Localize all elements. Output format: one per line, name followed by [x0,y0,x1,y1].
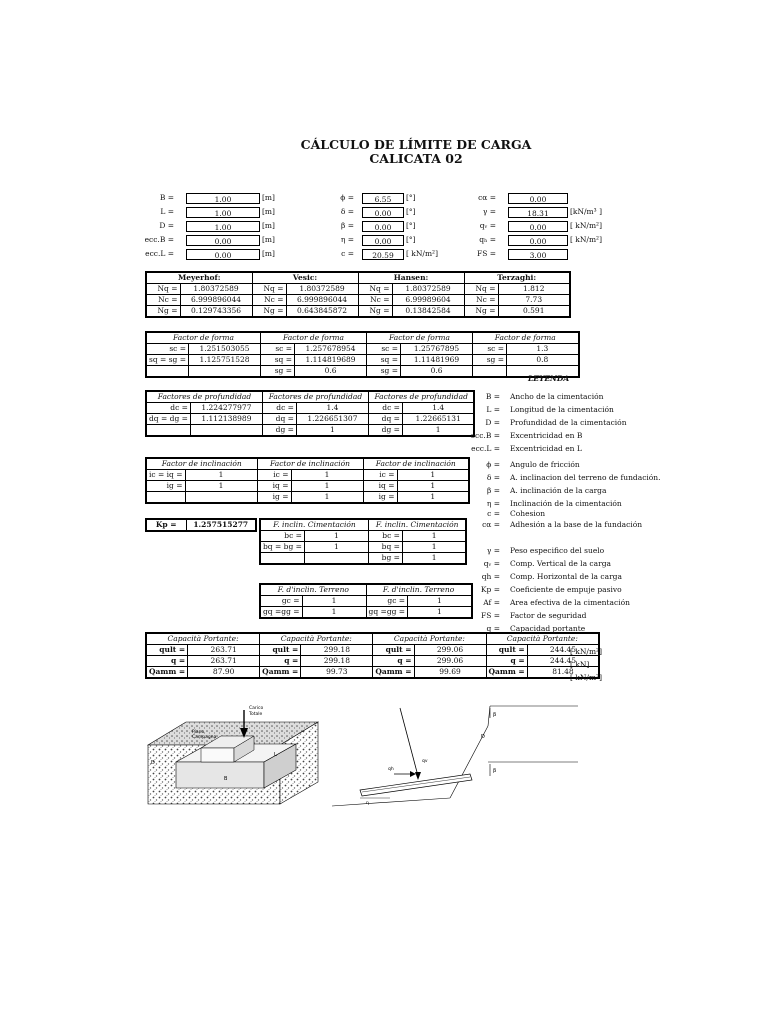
kp-table [145,518,257,532]
input-left-label: B = [159,193,174,202]
input-mid-label: ϕ = [340,193,354,202]
cell-value: 1 [408,596,472,607]
document-title: CÁLCULO DE LÍMITE DE CARGA [300,137,532,152]
cell-value: 263.71 [188,645,260,656]
input-mid-unit: [°] [406,193,416,202]
cell-value: 1.226651307 [296,414,368,425]
cell-value: 1 [291,481,363,492]
cell-value: 1 [397,470,469,481]
table-header: Factores de profundidad [262,391,368,403]
table-row [260,596,472,607]
cell-value: 1.4 [296,403,368,414]
cell-label: Nc = [252,295,286,306]
cell-label: q = [486,656,527,667]
input-mid-unit: [°] [406,207,416,216]
input-left-value: 1.00 [186,207,260,218]
table-row [260,542,466,553]
table-row [260,607,472,619]
table-header: Factor de inclinación [257,458,363,470]
cell-value: 1 [302,596,366,607]
cell-label: bq = [368,542,402,553]
cell-value: 299.06 [414,656,486,667]
table-row [146,645,599,656]
cell-value: 1.812 [498,284,570,295]
cell-label [146,492,185,504]
table-header: Factor de inclinación [146,458,257,470]
cell-label: bc = [368,531,402,542]
input-left-unit: [m] [262,207,275,216]
input-mid-label: δ = [340,207,354,216]
cell-value: 1.80372589 [180,284,252,295]
legend-symbol: γ = [486,546,500,555]
legend-symbol: ecc.B = [470,431,500,440]
cell-value: 81.48 [527,667,599,679]
foundation-block-diagram [146,700,322,806]
cell-value: 244.45 [527,645,599,656]
input-mid-label: η = [340,235,354,244]
cell-label: Nc = [146,295,180,306]
legend-description: Longitud de la cimentación [510,405,614,414]
cell-label: ic = [257,470,291,481]
table-row [146,470,469,481]
cell-value [190,425,262,437]
cell-label: Nq = [252,284,286,295]
input-left-value: 0.00 [186,235,260,246]
legend-description: Cohesion [510,509,546,518]
input-left-label: ecc.L = [145,249,174,258]
figure-label-eta: η [366,801,369,806]
cell-value: 299.18 [301,656,373,667]
cell-label: ig = [146,481,185,492]
table-row [146,403,474,414]
legend-symbol: L = [486,405,500,414]
shape-factors-table [145,331,580,378]
cell-value: 1 [397,492,469,504]
legend-description: Angulo de fricción [510,460,580,469]
table-row [146,355,579,366]
legend-symbol: D = [485,418,500,427]
legend-symbol: q = [486,624,500,633]
cell-label: dc = [146,403,190,414]
cell-label: Nq = [358,284,392,295]
table-header: Factor de forma [367,332,473,344]
input-left-unit: [m] [262,221,275,230]
cell-label: sg = [261,366,295,378]
input-left-label: L = [160,207,174,216]
cell-label: q = [146,656,188,667]
table-header: F. d'inclin. Terreno [260,584,366,596]
input-mid-value: 0.00 [362,221,404,232]
legend-description: Comp. Vertical de la carga [510,559,611,568]
legend-symbol: δ = [486,473,500,482]
table-header: Terzaghi: [464,272,570,284]
cell-value: 1.257678954 [295,344,367,355]
legend-symbol: ϕ = [486,460,500,469]
cell-label: dg = [262,425,296,437]
cell-label: iq = [257,481,291,492]
cell-label: Ng = [146,306,180,318]
legend-symbol: η = [486,499,500,508]
inclination-factors-table [145,457,470,504]
table-row [146,306,570,318]
legend-description: Area efectiva de la cimentación [510,598,630,607]
cell-label: dc = [368,403,402,414]
input-right-value: 0.00 [508,235,568,246]
cell-value: 1 [304,542,368,553]
cell-label: gq =gg = [260,607,302,619]
legend-symbol: Af = [483,598,500,607]
cell-label: bc = [260,531,304,542]
cell-label: Qamm = [146,667,188,679]
legend-description: Adhesión a la base de la fundación [510,520,643,529]
legend-symbol: qᵥ = [483,559,500,568]
figure-label-totale: Totale [249,712,263,717]
table-row [146,284,570,295]
legend-description: Coeficiente de empuje pasivo [510,585,622,594]
legend-symbol: c = [487,509,500,518]
cell-label: Nc = [358,295,392,306]
input-right-label: FS = [476,249,496,258]
cell-label [260,553,304,565]
cell-value: 1.114819689 [295,355,367,366]
input-left-unit: [m] [262,249,275,258]
cell-label: gc = [260,596,302,607]
input-mid-value: 0.00 [362,207,404,218]
cell-value: 1.112138989 [190,414,262,425]
table-header: Factor de forma [473,332,579,344]
legend-symbol: β = [486,486,500,495]
cell-label: Qamm = [373,667,414,679]
input-right-label: cα = [478,193,496,202]
table-header: Meyerhof: [146,272,252,284]
input-left-unit: [m] [262,235,275,244]
table-header: Factores de profundidad [368,391,474,403]
cell-label: qult = [260,645,301,656]
table-row [146,344,579,355]
cell-label: dq = dg = [146,414,190,425]
cell-label: sg = [367,366,401,378]
cell-label: sq = sg = [146,355,189,366]
input-right-value: 0.00 [508,221,568,232]
cell-value: 299.06 [414,645,486,656]
cell-value: 99.73 [301,667,373,679]
table-header: F. inclin. Cimentación [260,519,368,531]
cell-label: dc = [262,403,296,414]
cell-label: qult = [486,645,527,656]
cell-label: gc = [366,596,408,607]
cell-value: 1.80372589 [286,284,358,295]
cell-value: 1.3 [507,344,579,355]
legend-description: Inclinación de la cimentación [510,499,622,508]
legend-symbol: qh = [481,572,500,581]
figure-label-qh: qh [388,767,394,772]
table-header: Vesic: [252,272,358,284]
table-header: Factor de inclinación [363,458,469,470]
cell-value: 1 [302,607,366,619]
cell-label: sc = [367,344,401,355]
cell-value: 1 [397,481,469,492]
cell-value: 0.13842584 [392,306,464,318]
legend-description: Profundidad de la cimentación [510,418,627,427]
input-right-unit: [ kN/m²] [570,221,602,230]
table-header: Capacità Portante: [146,633,260,645]
table-row [146,425,474,437]
legend-description: Ancho de la cimentación [510,392,604,401]
figure-label-campagna: Campagna [192,735,217,740]
cell-value [185,492,257,504]
cell-label: bg = [368,553,402,565]
cell-value: 1.125751528 [189,355,261,366]
cell-value: 99.69 [414,667,486,679]
figure-label-carico: Carico [249,706,264,711]
cell-label: ic = [363,470,397,481]
input-left-label: ecc.B = [144,235,174,244]
cell-label [473,366,507,378]
legend-symbol: cα = [482,520,500,529]
document-subtitle: CALICATA 02 [369,151,463,166]
input-left-value: 1.00 [186,221,260,232]
kp-label: Kp = [146,519,186,531]
table-header: Factor de forma [146,332,261,344]
cell-value [304,553,368,565]
cell-value: 1 [185,481,257,492]
cell-value: 0.591 [498,306,570,318]
table-header: Capacità Portante: [373,633,486,645]
cell-value: 1 [402,425,474,437]
input-right-unit: [ kN/m²] [570,235,602,244]
cell-label: sg = [473,355,507,366]
input-right-label: γ = [482,207,496,216]
legend-description: Capacidad portante [510,624,586,633]
legend-description: Factor de seguridad [510,611,587,620]
cell-value: 1 [185,470,257,481]
input-right-unit: [kN/m³ ] [570,207,602,216]
input-left-label: D = [159,221,174,230]
legend-symbol: ecc.L = [471,444,500,453]
cell-label: iq = [363,481,397,492]
table-row [146,366,579,378]
figure-label-l: L [274,752,277,758]
cell-label: Nq = [464,284,498,295]
cell-label: Nc = [464,295,498,306]
cell-value: 1 [402,531,466,542]
input-right-value: 0.00 [508,193,568,204]
figure-label-beta-upper: β [493,712,497,718]
cell-label: sq = [367,355,401,366]
cell-label: ig = [363,492,397,504]
cell-label: sc = [146,344,189,355]
cell-value: 1 [402,553,466,565]
cell-label: sq = [261,355,295,366]
table-header: Hansen: [358,272,464,284]
table-row [146,414,474,425]
cell-label: q = [373,656,414,667]
table-row [260,531,466,542]
figure-label-qv: qv [422,759,428,764]
cell-label: Nq = [146,284,180,295]
cell-value: 0.6 [295,366,367,378]
table-header: F. inclin. Cimentación [368,519,466,531]
cell-value: 263.71 [188,656,260,667]
cell-value: 6.999896044 [286,295,358,306]
input-right-label: qₕ = [479,235,496,244]
cell-value: 0.8 [507,355,579,366]
cell-value: 244.45 [527,656,599,667]
input-left-value: 1.00 [186,193,260,204]
input-mid-value: 0.00 [362,235,404,246]
cell-label: Qamm = [486,667,527,679]
legend-symbol: B = [485,392,500,401]
cell-value: 0.129743356 [180,306,252,318]
cell-label: gq =gg = [366,607,408,619]
foundation-inclination-table [259,518,467,565]
capacity-unit: [ kN/m²] [570,673,602,682]
cell-label: ic = iq = [146,470,185,481]
figure-label-d-right: D [481,734,485,740]
legend-title: LEYENDA [528,374,570,383]
figure-label-beta-lower: β [493,768,497,774]
table-row [146,492,469,504]
table-row [146,481,469,492]
input-mid-label: β = [340,221,354,230]
legend-description: A. inclinacion del terreno de fundación. [510,473,661,482]
inclined-load-diagram [330,704,580,808]
figure-label-b: B [224,776,228,782]
cell-value: 1 [408,607,472,619]
cell-value: 1.251503055 [189,344,261,355]
cell-value: 0.643845872 [286,306,358,318]
input-mid-label: c = [341,249,354,258]
cell-label [146,425,190,437]
input-left-unit: [m] [262,193,275,202]
cell-value: 1.80372589 [392,284,464,295]
cell-label: Qamm = [260,667,301,679]
cell-value: 6.999896044 [180,295,252,306]
bearing-capacity-table [145,632,600,679]
input-left-value: 0.00 [186,249,260,260]
cell-value: 1.25767895 [401,344,473,355]
cell-label: dq = [262,414,296,425]
table-row [146,667,599,679]
terrain-inclination-table [259,583,473,619]
cell-value: 299.18 [301,645,373,656]
kp-value: 1.257515277 [186,519,256,531]
input-mid-unit: [ kN/m²] [406,249,438,258]
cell-label: Ng = [252,306,286,318]
legend-symbol: FS = [480,611,500,620]
cell-value: 1.224277977 [190,403,262,414]
legend-description: Excentricidad en L [510,444,582,453]
figure-label-piano: Piano [192,730,205,735]
cell-label: sc = [261,344,295,355]
table-row [146,656,599,667]
cell-value: 1.22665131 [402,414,474,425]
cell-value: 1 [291,470,363,481]
depth-factors-table [145,390,475,437]
cell-label: sc = [473,344,507,355]
input-mid-unit: [°] [406,221,416,230]
cell-label: bq = bg = [260,542,304,553]
input-mid-unit: [°] [406,235,416,244]
figure-label-d: D [151,760,155,766]
cell-value: 0.6 [401,366,473,378]
legend-description: Comp. Horizontal de la carga [510,572,622,581]
cell-value: 1 [291,492,363,504]
cell-value: 1 [304,531,368,542]
legend-description: A. inclinación de la carga [510,486,607,495]
cell-value: 1.4 [402,403,474,414]
cell-label: Ng = [464,306,498,318]
table-header: F. d'inclin. Terreno [366,584,472,596]
cell-value: 87.90 [188,667,260,679]
cell-value: 1 [402,542,466,553]
cell-label: Ng = [358,306,392,318]
legend-symbol: Kp = [480,585,500,594]
cell-label: dq = [368,414,402,425]
input-right-label: qᵥ = [479,221,496,230]
cell-value [189,366,261,378]
input-mid-value: 6.55 [362,193,404,204]
table-row [260,553,466,565]
cell-value: 1.11481969 [401,355,473,366]
legend-description: Peso especifico del suelo [510,546,605,555]
cell-label: qult = [373,645,414,656]
cell-label: q = [260,656,301,667]
cell-label: ig = [257,492,291,504]
table-header: Capacità Portante: [260,633,373,645]
input-right-value: 18.31 [508,207,568,218]
cell-value: 6.99989604 [392,295,464,306]
cell-label: dg = [368,425,402,437]
table-header: Factores de profundidad [146,391,262,403]
legend-description: Excentricidad en B [510,431,583,440]
table-row [146,295,570,306]
table-header: Factor de forma [261,332,367,344]
capacity-unit: [ kN/m²] [570,647,602,656]
cell-label [146,366,189,378]
capacity-unit: [ kN] [570,660,590,669]
cell-value: 7.73 [498,295,570,306]
cell-label: qult = [146,645,188,656]
cell-value: 1 [296,425,368,437]
input-right-value: 3.00 [508,249,568,260]
table-header: Capacità Portante: [486,633,599,645]
input-mid-value: 20.59 [362,249,404,260]
bearing-factors-table [145,271,571,318]
